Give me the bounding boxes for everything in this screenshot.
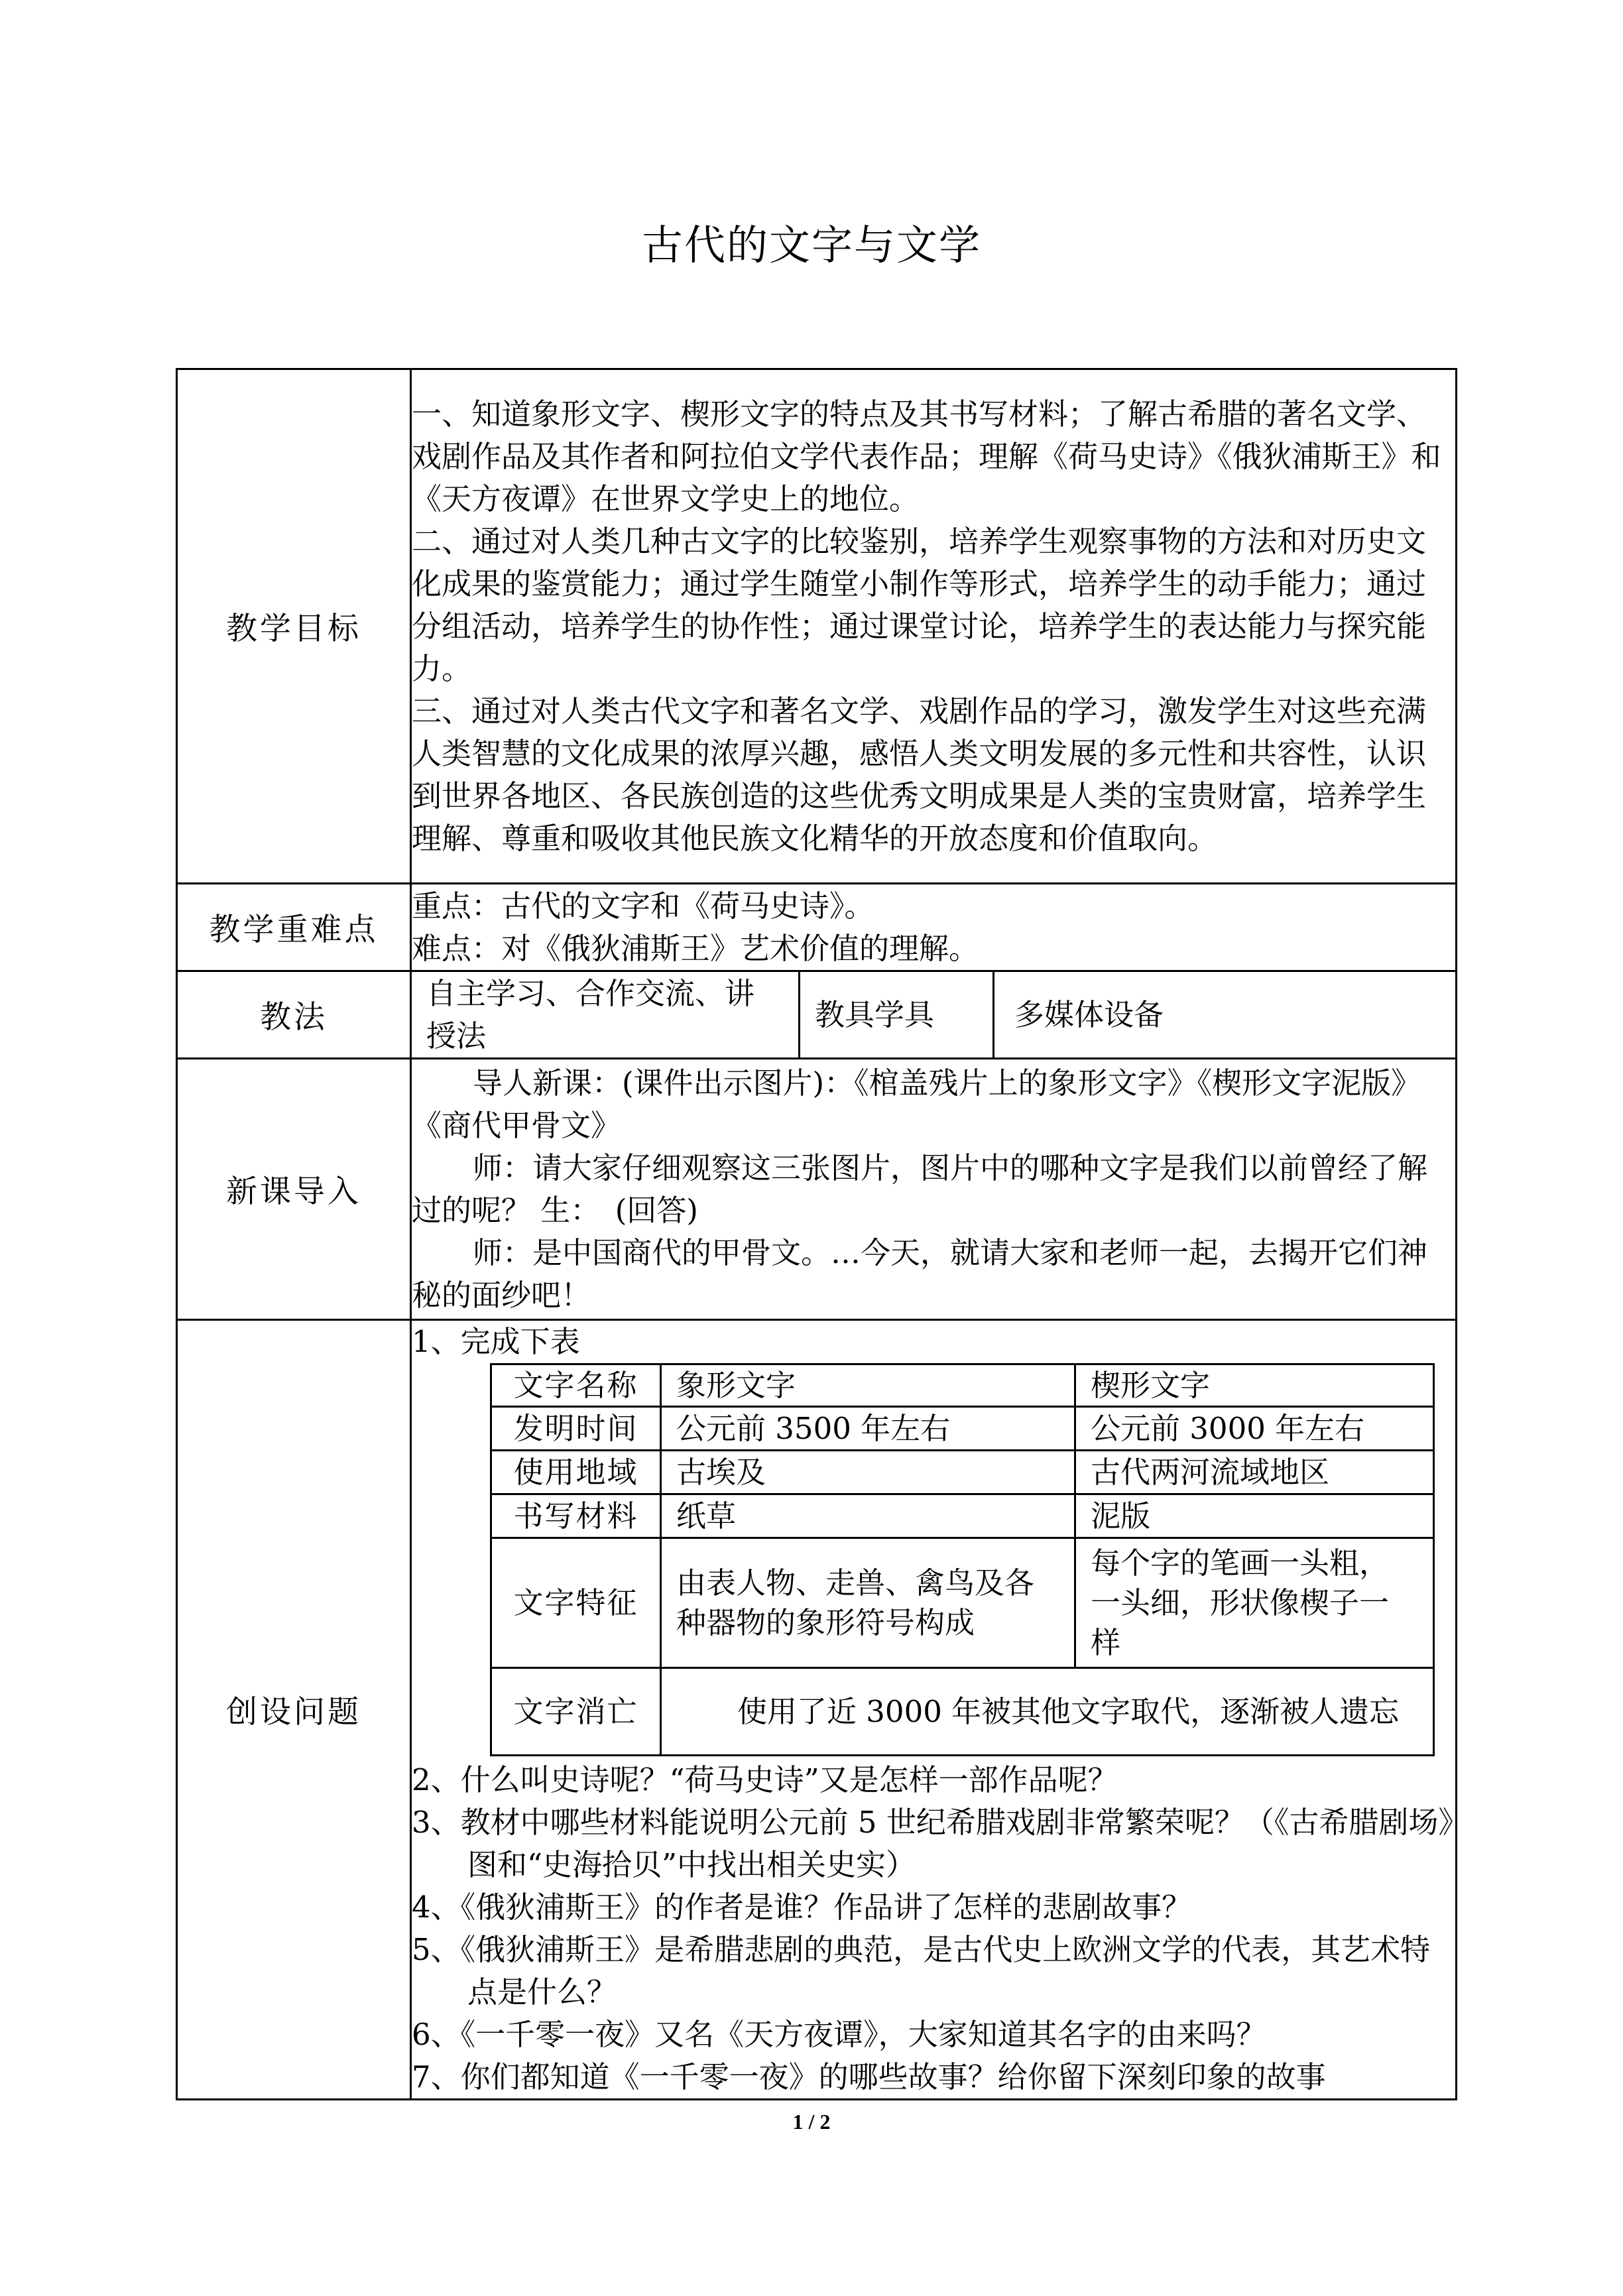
key-points-label: 教学重难点 [177, 884, 411, 971]
table-row [491, 1494, 1434, 1538]
objectives-row [177, 369, 1457, 884]
table-cell: 古埃及 [661, 1451, 1075, 1494]
intro-content [411, 1059, 1457, 1320]
table-row [491, 1538, 1434, 1668]
method-value: 自主学习、合作交流、讲授法 [412, 972, 800, 1057]
method-label: 教法 [177, 971, 411, 1059]
page-number: 1 / 2 [792, 2110, 831, 2134]
method-row [177, 971, 1457, 1059]
lesson-plan-table [176, 368, 1457, 2100]
table-row [491, 1451, 1434, 1494]
table-cell: 公元前 3000 年左右 [1075, 1407, 1434, 1451]
question-item: 3、教材中哪些材料能说明公元前 5 世纪希腊戏剧非常繁荣呢？（《古希腊剧场》图和“史海拾贝”中找出相关史实） [412, 1805, 1453, 1882]
key-points-content [411, 884, 1457, 971]
focus-text: 重点：古代的文字和《荷马史诗》。 [412, 888, 874, 924]
tools-label: 教具学具 [800, 972, 994, 1057]
table-cell: 泥版 [1075, 1494, 1434, 1538]
page-title: 古代的文字与文学 [641, 221, 981, 269]
table-cell: 楔形文字 [1075, 1364, 1434, 1407]
key-points-row [177, 884, 1457, 971]
table-row-head: 使用地域 [491, 1451, 661, 1494]
table-cell: 由表人物、走兽、禽鸟及各种器物的象形符号构成 [661, 1538, 1075, 1668]
method-content [411, 971, 1457, 1059]
problems-row [177, 1320, 1457, 2100]
table-row-head: 书写材料 [491, 1494, 661, 1538]
table-row [491, 1364, 1434, 1407]
tools-value: 多媒体设备 [1014, 997, 1164, 1032]
table-intro: 1、完成下表 [412, 1324, 580, 1359]
intro-paragraph: 导人新课：(课件出示图片)：《棺盖残片上的象形文字》《楔形文字泥版》《商代甲骨文》 [412, 1065, 1421, 1143]
intro-paragraph: 师：是中国商代的甲骨文。…今天，就请大家和老师一起，去揭开它们神秘的面纱吧！ [412, 1235, 1428, 1313]
intro-row [177, 1059, 1457, 1320]
question-item: 4、《俄狄浦斯王》的作者是谁？作品讲了怎样的悲剧故事？ [412, 1890, 1192, 1925]
objectives-label: 教学目标 [177, 369, 411, 884]
table-row-head: 文字消亡 [491, 1668, 661, 1756]
table-cell: 象形文字 [661, 1364, 1075, 1407]
objective-item: 二、通过对人类几种古文字的比较鉴别，培养学生观察事物的方法和对历史文化成果的鉴赏能力；通过学生随堂小制作等形式，培养学生的动手能力；通过分组活动，培养学生的协作性；通过课堂讨论，培养学生的表达能力与探究能力。 [412, 523, 1427, 686]
table-cell: 每个字的笔画一头粗，一头细，形状像楔子一样 [1075, 1538, 1434, 1668]
question-item: 7、你们都知道《一千零一夜》的哪些故事？给你留下深刻印象的故事 [412, 2059, 1326, 2094]
problems-content [411, 1320, 1457, 2100]
problems-label: 创设问题 [177, 1320, 411, 2100]
intro-label: 新课导入 [177, 1059, 411, 1320]
objectives-content [411, 369, 1457, 884]
intro-paragraph: 师：请大家仔细观察这三张图片，图片中的哪种文字是我们以前曾经了解过的呢？ 生： (回答) [412, 1150, 1428, 1228]
table-cell: 纸草 [661, 1494, 1075, 1538]
objective-item: 一、知道象形文字、楔形文字的特点及其书写材料；了解古希腊的著名文学、戏剧作品及其作者和阿拉伯文学代表作品；理解《荷马史诗》《俄狄浦斯王》和《天方夜谭》在世界文学史上的地位。 [412, 396, 1441, 516]
table-row-head: 文字名称 [491, 1364, 661, 1407]
table-cell: 古代两河流域地区 [1075, 1451, 1434, 1494]
question-item: 6、《一千零一夜》又名《天方夜谭》，大家知道其名字的由来吗？ [412, 2017, 1266, 2052]
table-cell: 使用了近 3000 年被其他文字取代，逐渐被人遗忘 [661, 1668, 1434, 1756]
table-cell: 公元前 3500 年左右 [661, 1407, 1075, 1451]
question-item: 5、《俄狄浦斯王》是希腊悲剧的典范，是古代史上欧洲文学的代表，其艺术特点是什么？ [412, 1932, 1431, 2010]
question-item: 2、什么叫史诗呢？“荷马史诗”又是怎样一部作品呢？ [412, 1762, 1118, 1797]
objective-item: 三、通过对人类古代文字和著名文学、戏剧作品的学习，激发学生对这些充满人类智慧的文化成果的浓厚兴趣，感悟人类文明发展的多元性和共容性，认识到世界各地区、各民族创造的这些优秀文明成果是人类的宝贵财富，培养学生理解、尊重和吸收其他民族文化精华的开放态度和价值取向。 [412, 693, 1427, 856]
table-row-head: 文字特征 [491, 1538, 661, 1668]
writing-comparison-table [490, 1363, 1435, 1756]
table-row [491, 1668, 1434, 1756]
difficulty-text: 难点：对《俄狄浦斯王》艺术价值的理解。 [412, 930, 979, 966]
table-row [491, 1407, 1434, 1451]
table-row-head: 发明时间 [491, 1407, 661, 1451]
